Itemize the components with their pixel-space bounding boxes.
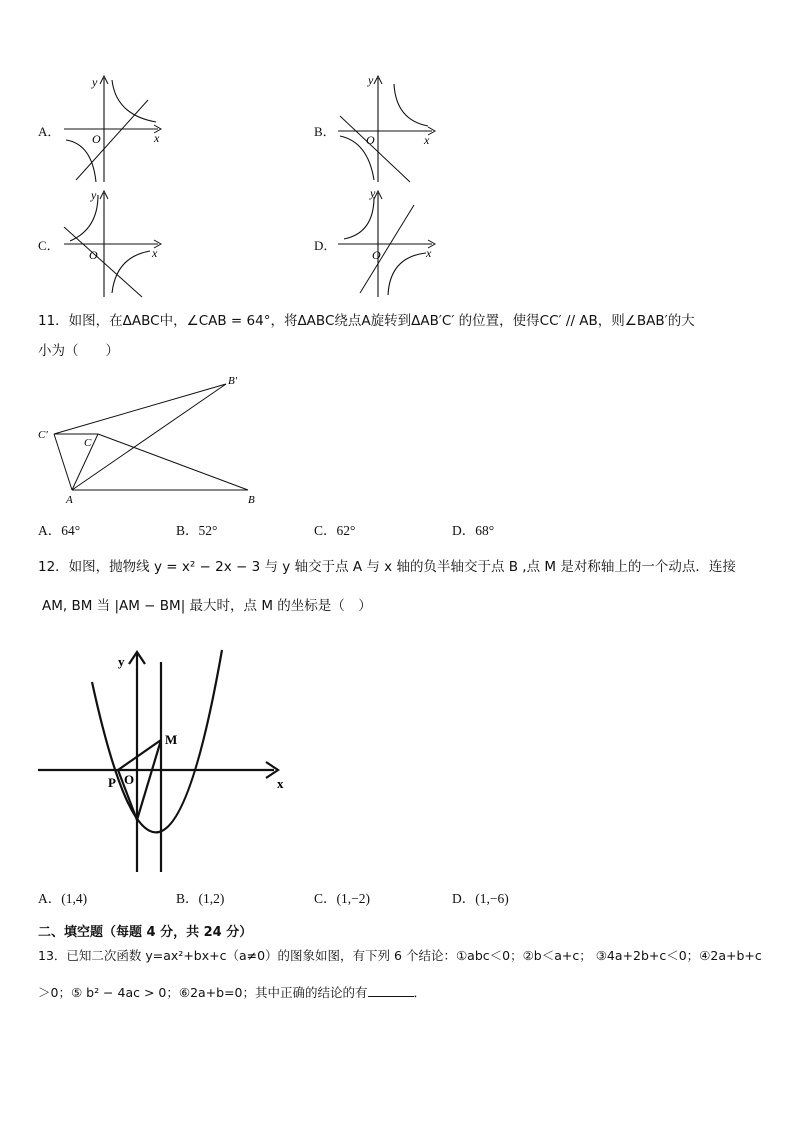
q11-option-b: B．52° bbox=[176, 523, 218, 538]
q11-label-c: C bbox=[84, 437, 92, 449]
q11-option-c: C．62° bbox=[314, 523, 356, 538]
q10-a-origin-label: O bbox=[92, 132, 101, 146]
q10-b-x-label: x bbox=[424, 133, 430, 147]
q11-triangle-figure bbox=[36, 372, 266, 507]
q10-graph-b bbox=[332, 70, 447, 185]
q11-option-a: A．64° bbox=[38, 523, 81, 538]
q12-x-label: x bbox=[277, 776, 284, 791]
q10-c-y-label: y bbox=[91, 188, 97, 202]
section-fill-in-title: 二、填空题（每题 4 分，共 24 分） bbox=[38, 925, 253, 940]
q12-label-p: P bbox=[108, 775, 116, 790]
q12-text-line1: 12．如图，抛物线 y = x² − 2x − 3 与 y 轴交于点 A 与 x 轴的负半轴交于点 B ,点 M 是对称轴上的一个动点．连接 bbox=[38, 559, 736, 575]
q11-label-b-prime: B′ bbox=[228, 375, 238, 387]
q10-b-origin-label: O bbox=[366, 133, 375, 147]
q10-graph-c bbox=[58, 185, 173, 300]
q10-graph-a bbox=[58, 70, 173, 185]
q11-text-line1: 11．如图，在ΔABC中，∠CAB = 64°，将ΔABC绕点A旋转到ΔAB′C′ 的位置，使得CC′ // AB，则∠BAB′的大 bbox=[38, 313, 695, 329]
q11-option-d: D．68° bbox=[452, 523, 495, 538]
q13-text-line2-main: ＞0；⑤ b² − 4ac > 0；⑥2a+b=0；其中正确的结论的有 bbox=[38, 985, 368, 1000]
q11-label-b: B bbox=[248, 494, 255, 506]
q12-option-d: D．(1,−6) bbox=[452, 891, 509, 906]
q12-label-m: M bbox=[165, 732, 178, 747]
q10-d-y-label: y bbox=[370, 186, 376, 200]
q12-option-c: C．(1,−2) bbox=[314, 891, 370, 906]
q13-answer-blank bbox=[368, 984, 414, 997]
q10-option-c-label: C． bbox=[38, 238, 60, 253]
q10-option-d-label: D． bbox=[314, 238, 337, 253]
q11-label-a: A bbox=[66, 494, 73, 506]
q10-d-origin-label: O bbox=[372, 248, 381, 262]
q10-a-y-label: y bbox=[92, 75, 98, 89]
q12-label-o: O bbox=[124, 772, 135, 787]
q12-text-line2: AM, BM 当 |AM − BM| 最大时，点 M 的坐标是（ ） bbox=[42, 598, 372, 614]
q13-text-line1: 13．已知二次函数 y=ax²+bx+c（a≠0）的图象如图，有下列 6 个结论：①abc＜0；②b＜a+c； ③4a+2b+c＜0；④2a+b+c bbox=[38, 948, 762, 963]
q10-b-y-label: y bbox=[368, 73, 374, 87]
q10-a-x-label: x bbox=[154, 131, 160, 145]
q10-option-b-label: B． bbox=[314, 124, 336, 139]
q12-option-b: B．(1,2) bbox=[176, 891, 225, 906]
q10-graph-d bbox=[332, 185, 447, 300]
q13-text-line2-end: ． bbox=[413, 985, 427, 1000]
q10-option-a-label: A． bbox=[38, 124, 61, 139]
q10-c-x-label: x bbox=[152, 246, 158, 260]
q11-text-line2: 小为（ ） bbox=[38, 343, 119, 359]
q12-y-label: y bbox=[118, 654, 125, 669]
q10-c-origin-label: O bbox=[89, 248, 98, 262]
q12-option-a: A．(1,4) bbox=[38, 891, 88, 906]
q12-parabola-figure bbox=[36, 648, 296, 874]
q11-label-c-prime: C′ bbox=[38, 429, 48, 441]
q10-d-x-label: x bbox=[426, 246, 432, 260]
q13-text-line2 bbox=[38, 983, 426, 1003]
